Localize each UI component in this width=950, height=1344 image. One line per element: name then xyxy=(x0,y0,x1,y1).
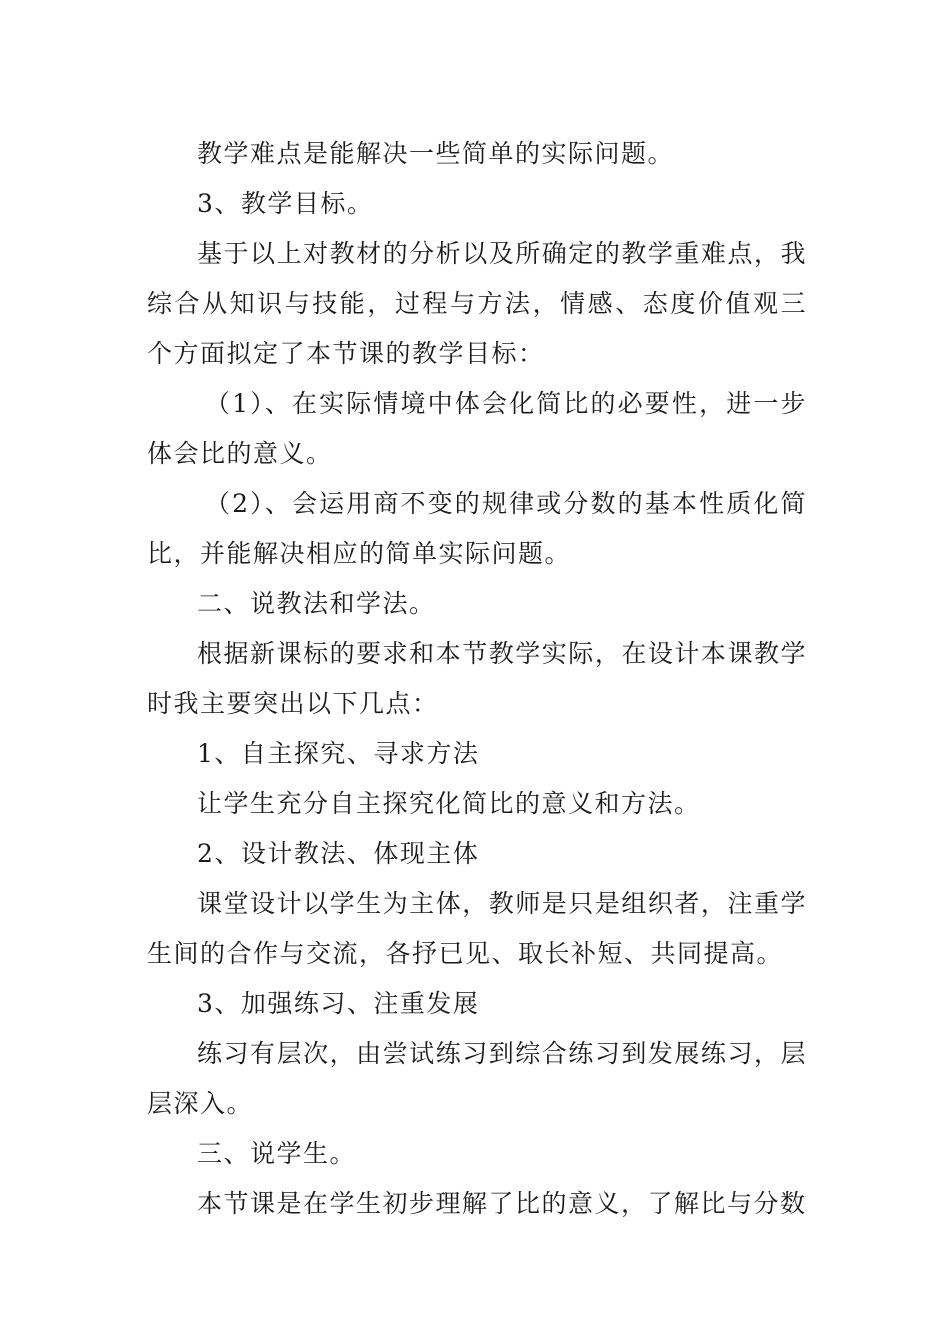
paragraph-objectives-intro: 基于以上对教材的分析以及所确定的教学重难点，我综合从知识与技能，过程与方法，情感、态度价值观三个方面拟定了本节课的教学目标： xyxy=(147,239,807,368)
method-text-3: 练习有层次，由尝试练习到综合练习到发展练习，层层深入。 xyxy=(147,1039,807,1118)
method-text-2: 课堂设计以学生为主体，教师是只是组织者，注重学生间的合作与交流，各抒已见、取长补短、共同提高。 xyxy=(147,889,807,968)
paragraph-teaching-difficulty: 教学难点是能解决一些简单的实际问题。 xyxy=(197,139,675,168)
paragraph-students-intro: 本节课是在学生初步理解了比的意义，了解比与分数 xyxy=(197,1189,807,1218)
method-text-1: 让学生充分自主探究化简比的意义和方法。 xyxy=(197,789,701,818)
method-heading-1: 1、自主探究、寻求方法 xyxy=(197,739,480,768)
method-heading-2: 2、设计教法、体现主体 xyxy=(197,839,480,868)
method-heading-3: 3、加强练习、注重发展 xyxy=(197,989,480,1018)
document-body xyxy=(147,129,807,1229)
paragraph-methods-intro: 根据新课标的要求和本节教学实际，在设计本课教学时我主要突出以下几点： xyxy=(147,639,807,718)
objective-item-2: （2）、会运用商不变的规律或分数的基本性质化简比，并能解决相应的简单实际问题。 xyxy=(147,489,807,568)
heading-students: 三、说学生。 xyxy=(197,1139,357,1168)
objective-item-1: （1）、在实际情境中体会化简比的必要性，进一步体会比的意义。 xyxy=(147,389,807,468)
heading-teaching-methods: 二、说教法和学法。 xyxy=(197,589,436,618)
heading-teaching-objectives: 3、教学目标。 xyxy=(197,189,374,218)
